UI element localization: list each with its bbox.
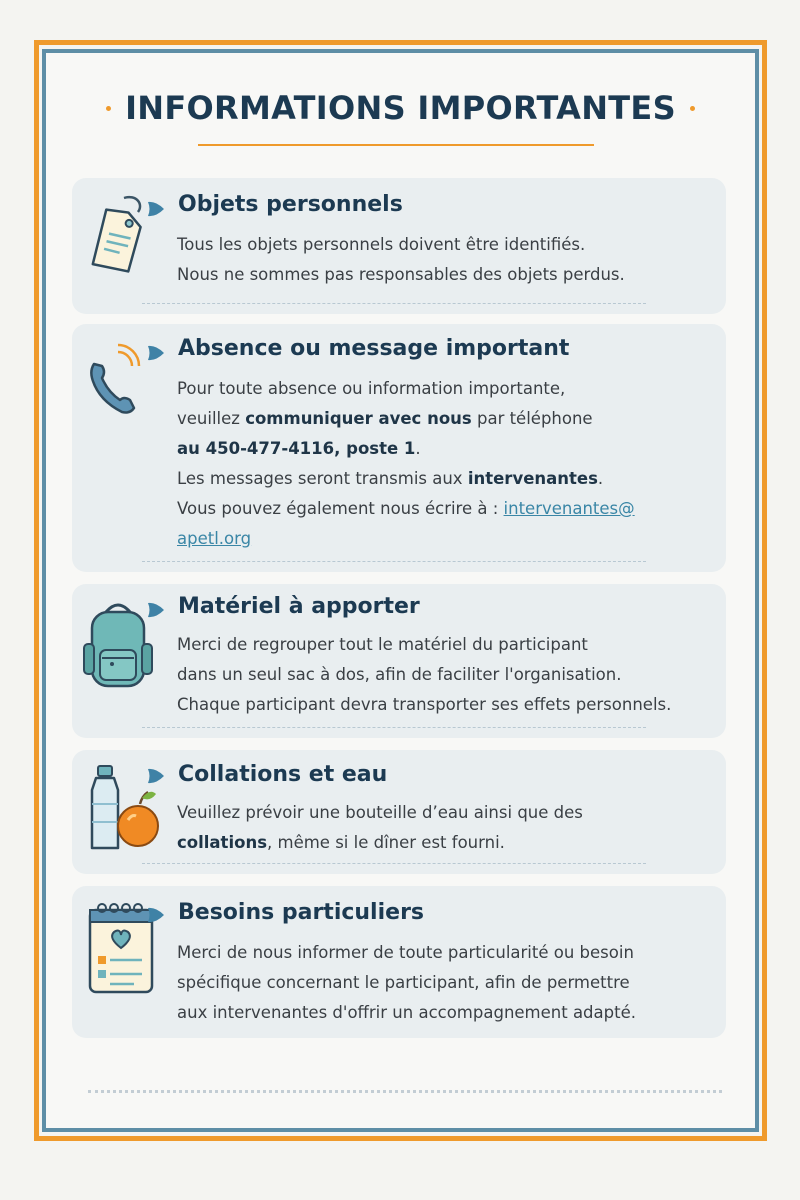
body-line (177, 434, 720, 464)
section-title: Objets personnels (178, 192, 403, 217)
body-text: Veuillez prévoir une bouteille d’eau ainsi que des (177, 803, 583, 822)
body-text: dans un seul sac à dos, afin de faciliter l'organisation. (177, 665, 622, 684)
body-text: spécifique concernant le participant, afin de permettre (177, 973, 630, 992)
title-marker-icon (146, 344, 166, 362)
body-text: par téléphone (471, 409, 593, 428)
section-divider (142, 863, 646, 864)
section-body (177, 798, 720, 858)
body-line (177, 374, 720, 404)
section-title: Matériel à apporter (178, 594, 420, 619)
title-underline (198, 144, 594, 146)
body-text: aux intervenantes d'offrir un accompagnement adapté. (177, 1003, 636, 1022)
body-text: Les messages seront transmis aux (177, 469, 468, 488)
bottom-divider (88, 1090, 722, 1093)
body-line (177, 464, 720, 494)
page-title: INFORMATIONS IMPORTANTES (125, 89, 676, 127)
section-divider (142, 303, 646, 304)
backpack-icon (80, 598, 156, 698)
title-marker-icon (146, 767, 166, 785)
title-dot-left (106, 106, 111, 111)
section-divider (142, 727, 646, 728)
body-text: . (415, 439, 421, 458)
email-link[interactable]: apetl.org (177, 529, 252, 548)
body-text: . (597, 469, 604, 488)
body-text: Pour toute absence ou information importante, (177, 379, 566, 398)
body-text: Merci de regrouper tout le matériel du participant (177, 635, 588, 654)
body-line (177, 524, 720, 554)
title-marker-icon (146, 906, 166, 924)
email-link[interactable]: intervenantes@ (503, 499, 635, 518)
body-line (177, 938, 720, 968)
section-divider (142, 561, 646, 562)
body-line (177, 998, 720, 1028)
emphasis-text: collations (177, 833, 268, 852)
body-text: Tous les objets personnels doivent être identifiés. (177, 235, 586, 254)
phone-icon (84, 342, 150, 422)
title-marker-icon (146, 200, 166, 218)
luggage-tag-icon (84, 190, 148, 280)
body-line (177, 230, 720, 260)
body-text: Merci de nous informer de toute particularité ou besoin (177, 943, 634, 962)
emphasis-text: intervenantes (467, 469, 598, 488)
body-line (177, 404, 720, 434)
section-besoins (72, 886, 726, 1038)
section-title: Absence ou message important (178, 336, 570, 361)
section-body (177, 374, 720, 554)
emphasis-text: au 450-477-4116, poste 1 (177, 439, 416, 458)
body-line (177, 798, 720, 828)
section-body (177, 630, 720, 720)
header (50, 82, 751, 134)
section-body (177, 938, 720, 1028)
body-text: Nous ne sommes pas responsables des objets perdus. (177, 265, 625, 284)
emphasis-text: communiquer avec nous (245, 409, 472, 428)
body-text: Vous pouvez également nous écrire à : (177, 499, 504, 518)
section-materiel (72, 584, 726, 738)
section-title: Collations et eau (178, 762, 388, 787)
section-body (177, 230, 720, 290)
title-dot-right (690, 106, 695, 111)
body-line (177, 660, 720, 690)
body-line (177, 968, 720, 998)
body-line (177, 828, 720, 858)
body-line (177, 494, 720, 524)
section-collations (72, 750, 726, 874)
body-line (177, 260, 720, 290)
section-objets-personnels (72, 178, 726, 314)
body-line (177, 690, 720, 720)
body-text: Chaque participant devra transporter ses effets personnels. (177, 695, 672, 714)
title-marker-icon (146, 601, 166, 619)
body-text: , même si le dîner est fourni. (267, 833, 505, 852)
body-text: veuillez (177, 409, 246, 428)
section-title: Besoins particuliers (178, 900, 425, 925)
section-absence-message (72, 324, 726, 572)
body-line (177, 630, 720, 660)
